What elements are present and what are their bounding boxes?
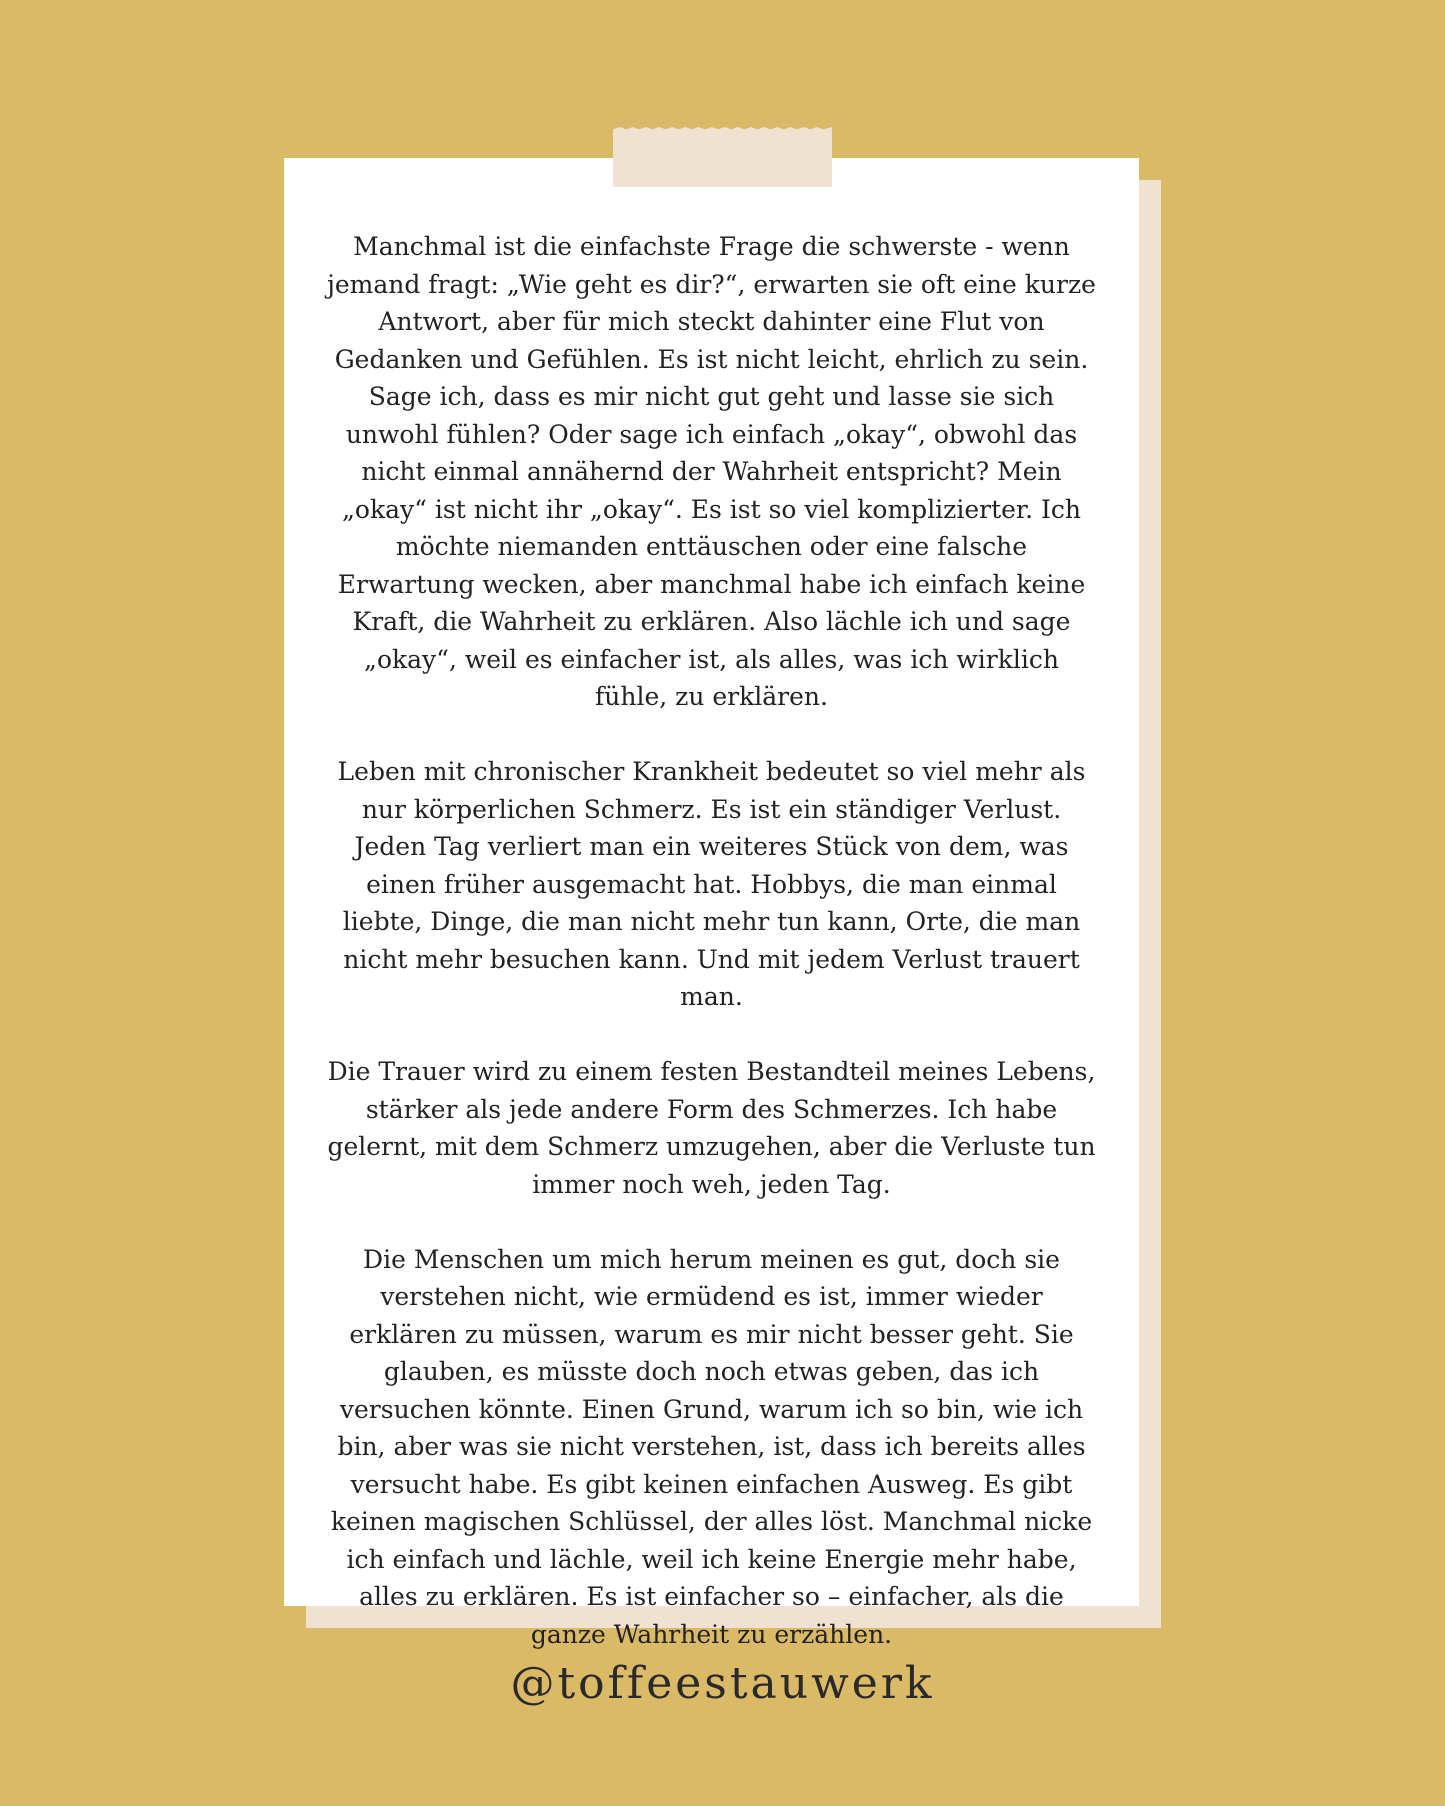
tape-strip: [613, 127, 832, 187]
author-handle: @toffeestauwerk: [510, 1658, 935, 1709]
letter-paragraph-2: Leben mit chronischer Krankheit bedeutet so viel mehr als nur körperlichen Schmerz. Es ist ein ständiger Verlust. Jeden Tag verliert man ein weiteres Stück von dem, was einen früher ausgemacht hat. Hobbys, die man einmal liebte, Dinge, die man nicht mehr tun kann, Orte, die man nicht mehr besuchen kann. Und mit jedem Verlust trauert man.: [337, 757, 1086, 1011]
letter-paragraph-1: Manchmal ist die einfachste Frage die schwerste - wenn jemand fragt: „Wie geht es dir?“, erwarten sie oft eine kurze Antwort, aber für mich steckt dahinter eine Flut von Gedanken und Gefühlen. Es ist nicht leicht, ehrlich zu sein. Sage ich, dass es mir nicht gut geht und lasse sie sich unwohl fühlen? Oder sage ich einfach „okay“, obwohl das nicht einmal annähernd der Wahrheit entspricht? Mein „okay“ ist nicht ihr „okay“. Es ist so viel komplizierter. Ich möchte niemanden enttäuschen oder eine falsche Erwartung wecken, aber manchmal habe ich einfach keine Kraft, die Wahrheit zu erklären. Also lächle ich und sage „okay“, weil es einfacher ist, als alles, was ich wirklich fühle, zu erklären.: [327, 232, 1096, 711]
letter-paragraph-4: Die Menschen um mich herum meinen es gut, doch sie verstehen nicht, wie ermüdend es ist, immer wieder erklären zu müssen, warum es mir nicht besser geht. Sie glauben, es müsste doch noch etwas geben, das ich versuchen könnte. Einen Grund, warum ich so bin, wie ich bin, aber was sie nicht verstehen, ist, dass ich bereits alles versucht habe. Es gibt keinen einfachen Ausweg. Es gibt keinen magischen Schlüssel, der alles löst. Manchmal nicke ich einfach und lächle, weil ich keine Energie mehr habe, alles zu erklären. Es ist einfacher so – einfacher, als die ganze Wahrheit zu erzählen.: [330, 1244, 1093, 1649]
letter-text: [324, 228, 1099, 1653]
letter-paragraph-3: Die Trauer wird zu einem festen Bestandteil meines Lebens, stärker als jede andere Form des Schmerzes. Ich habe gelernt, mit dem Schmerz umzugehen, aber die Verluste tun immer noch weh, jeden Tag.: [327, 1057, 1096, 1199]
